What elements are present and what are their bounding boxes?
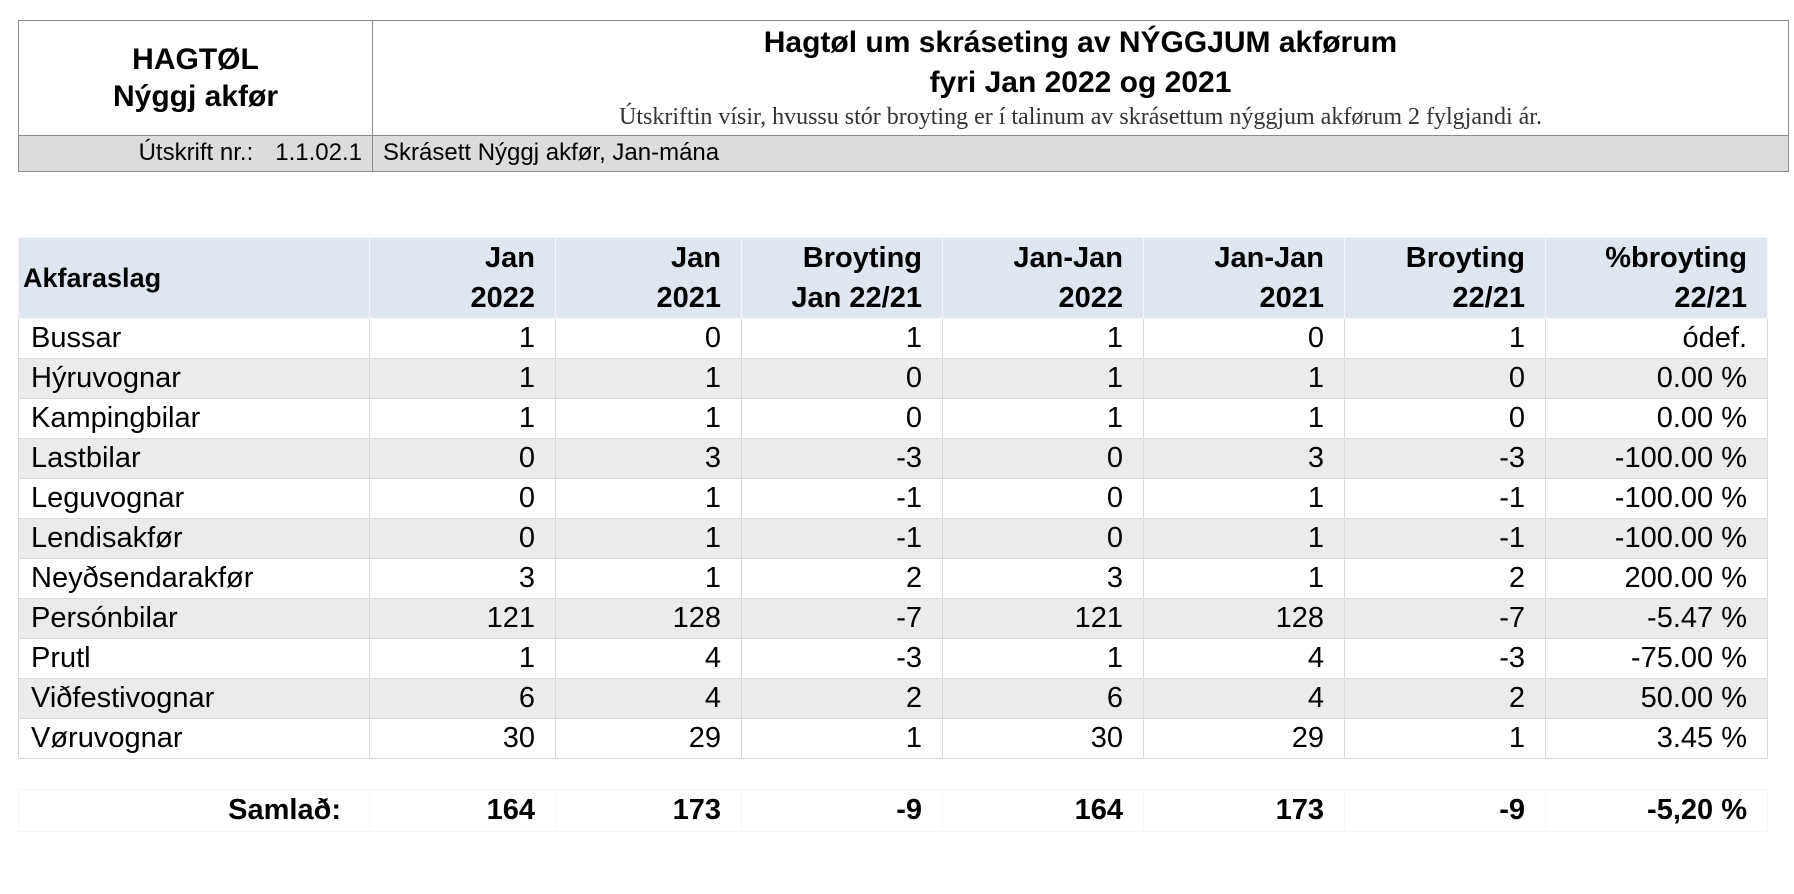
column-header-jan-2021: Jan 2021 (556, 238, 742, 319)
report-info-bar (19, 135, 1788, 171)
cell-jan-2022: 3 (370, 559, 556, 599)
cell-jan-2022: 121 (370, 599, 556, 639)
cell-ytd-2022: 1 (943, 319, 1144, 359)
cell-jan-2021: 1 (556, 559, 742, 599)
column-header-jan-2022: Jan 2022 (370, 238, 556, 319)
cell-ytd-2022: 6 (943, 679, 1144, 719)
table-row (19, 359, 1768, 399)
cell-ytd-2021: 4 (1144, 679, 1345, 719)
cell-change-jan: 1 (742, 719, 943, 759)
column-header-change-ytd: Broyting 22/21 (1345, 238, 1546, 319)
total-row (19, 790, 1768, 832)
category-subtitle: Nýggj akfør (112, 80, 279, 113)
column-header-vehicle-type: Akfaraslag (19, 238, 370, 319)
cell-jan-2021: 1 (556, 359, 742, 399)
cell-change-jan: -3 (742, 439, 943, 479)
cell-vehicle-type: Viðfestivognar (19, 679, 370, 719)
cell-ytd-2022: 0 (943, 479, 1144, 519)
cell-ytd-2021: 1 (1144, 399, 1345, 439)
total-ytd-2021: 173 (1144, 790, 1345, 832)
cell-percent-change: -75.00 % (1546, 639, 1768, 679)
cell-change-ytd: -3 (1345, 639, 1546, 679)
cell-jan-2021: 128 (556, 599, 742, 639)
spacer-cell (19, 759, 1768, 790)
total-jan-2021: 173 (556, 790, 742, 832)
table-row (19, 639, 1768, 679)
cell-change-ytd: 1 (1345, 719, 1546, 759)
table-body (19, 319, 1768, 832)
cell-ytd-2022: 1 (943, 359, 1144, 399)
cell-jan-2021: 1 (556, 519, 742, 559)
report-title-line2: fyri Jan 2022 og 2021 (929, 66, 1232, 99)
cell-ytd-2022: 1 (943, 399, 1144, 439)
report-subject: Skrásett Nýggj akfør, Jan-mána (383, 139, 720, 166)
cell-percent-change: 3.45 % (1546, 719, 1768, 759)
cell-vehicle-type: Vøruvognar (19, 719, 370, 759)
cell-change-jan: 1 (742, 319, 943, 359)
cell-ytd-2022: 121 (943, 599, 1144, 639)
cell-jan-2022: 30 (370, 719, 556, 759)
cell-percent-change: -5.47 % (1546, 599, 1768, 639)
cell-change-ytd: -1 (1345, 479, 1546, 519)
cell-ytd-2021: 1 (1144, 359, 1345, 399)
cell-change-jan: -1 (742, 479, 943, 519)
cell-vehicle-type: Hýruvognar (19, 359, 370, 399)
cell-change-ytd: 0 (1345, 359, 1546, 399)
column-header-ytd-2022: Jan-Jan 2022 (943, 238, 1144, 319)
report-number-label: Útskrift nr.: (138, 139, 254, 166)
table-row (19, 319, 1768, 359)
cell-change-jan: 2 (742, 679, 943, 719)
cell-jan-2022: 6 (370, 679, 556, 719)
cell-ytd-2022: 30 (943, 719, 1144, 759)
cell-percent-change: 50.00 % (1546, 679, 1768, 719)
report-description: Útskriftin vísir, hvussu stór broyting er í talinum av skrásettum nýggjum akførum 2 fylgjandi ár. (619, 104, 1542, 130)
cell-percent-change: 0.00 % (1546, 359, 1768, 399)
cell-ytd-2022: 0 (943, 519, 1144, 559)
cell-change-jan: 2 (742, 559, 943, 599)
table-row (19, 479, 1768, 519)
cell-vehicle-type: Persónbilar (19, 599, 370, 639)
cell-vehicle-type: Lastbilar (19, 439, 370, 479)
cell-jan-2022: 1 (370, 399, 556, 439)
registrations-table (18, 237, 1768, 832)
cell-change-ytd: 2 (1345, 559, 1546, 599)
cell-jan-2022: 0 (370, 479, 556, 519)
cell-vehicle-type: Kampingbilar (19, 399, 370, 439)
total-jan-2022: 164 (370, 790, 556, 832)
cell-jan-2022: 0 (370, 439, 556, 479)
cell-vehicle-type: Prutl (19, 639, 370, 679)
cell-vehicle-type: Lendisakfør (19, 519, 370, 559)
cell-ytd-2021: 1 (1144, 479, 1345, 519)
report-category (19, 21, 373, 135)
table-row (19, 679, 1768, 719)
cell-percent-change: 0.00 % (1546, 399, 1768, 439)
cell-jan-2021: 4 (556, 679, 742, 719)
cell-percent-change: ódef. (1546, 319, 1768, 359)
cell-percent-change: 200.00 % (1546, 559, 1768, 599)
total-change-jan: -9 (742, 790, 943, 832)
column-header-change-jan: Broyting Jan 22/21 (742, 238, 943, 319)
table-row (19, 719, 1768, 759)
cell-change-ytd: 1 (1345, 319, 1546, 359)
cell-ytd-2022: 3 (943, 559, 1144, 599)
total-ytd-2022: 164 (943, 790, 1144, 832)
cell-change-jan: -7 (742, 599, 943, 639)
cell-jan-2021: 3 (556, 439, 742, 479)
cell-ytd-2021: 4 (1144, 639, 1345, 679)
total-label: Samlað: (19, 790, 370, 832)
cell-vehicle-type: Neyðsendarakfør (19, 559, 370, 599)
spacer-row (19, 759, 1768, 790)
cell-percent-change: -100.00 % (1546, 439, 1768, 479)
column-header-ytd-2021: Jan-Jan 2021 (1144, 238, 1345, 319)
cell-jan-2022: 1 (370, 359, 556, 399)
cell-change-jan: -1 (742, 519, 943, 559)
table-row (19, 399, 1768, 439)
cell-ytd-2022: 1 (943, 639, 1144, 679)
cell-percent-change: -100.00 % (1546, 479, 1768, 519)
cell-jan-2021: 0 (556, 319, 742, 359)
table-row (19, 519, 1768, 559)
column-header-percent-change: %broyting 22/21 (1546, 238, 1768, 319)
table-row (19, 559, 1768, 599)
cell-change-jan: -3 (742, 639, 943, 679)
cell-jan-2022: 1 (370, 639, 556, 679)
cell-jan-2021: 1 (556, 399, 742, 439)
cell-ytd-2021: 3 (1144, 439, 1345, 479)
report-title (373, 21, 1788, 103)
cell-ytd-2021: 128 (1144, 599, 1345, 639)
cell-change-ytd: -3 (1345, 439, 1546, 479)
report-title-block (373, 21, 1788, 135)
category-title: HAGTØL (132, 43, 259, 76)
report-title-line1: Hagtøl um skráseting av NÝGGJUM akførum (763, 26, 1398, 59)
cell-change-ytd: -1 (1345, 519, 1546, 559)
report-number: 1.1.02.1 (275, 139, 362, 166)
cell-change-ytd: 2 (1345, 679, 1546, 719)
cell-jan-2022: 1 (370, 319, 556, 359)
cell-jan-2021: 29 (556, 719, 742, 759)
cell-change-ytd: -7 (1345, 599, 1546, 639)
cell-percent-change: -100.00 % (1546, 519, 1768, 559)
cell-ytd-2021: 1 (1144, 559, 1345, 599)
cell-jan-2021: 4 (556, 639, 742, 679)
cell-jan-2022: 0 (370, 519, 556, 559)
table-row (19, 599, 1768, 639)
table-row (19, 439, 1768, 479)
table-header-row (19, 238, 1768, 319)
cell-ytd-2021: 0 (1144, 319, 1345, 359)
cell-ytd-2021: 29 (1144, 719, 1345, 759)
cell-change-jan: 0 (742, 359, 943, 399)
cell-jan-2021: 1 (556, 479, 742, 519)
total-change-ytd: -9 (1345, 790, 1546, 832)
total-percent-change: -5,20 % (1546, 790, 1768, 832)
cell-ytd-2022: 0 (943, 439, 1144, 479)
cell-ytd-2021: 1 (1144, 519, 1345, 559)
cell-change-jan: 0 (742, 399, 943, 439)
cell-vehicle-type: Bussar (19, 319, 370, 359)
report-number-cell (19, 136, 373, 171)
report-header (18, 20, 1789, 172)
cell-vehicle-type: Leguvognar (19, 479, 370, 519)
cell-change-ytd: 0 (1345, 399, 1546, 439)
